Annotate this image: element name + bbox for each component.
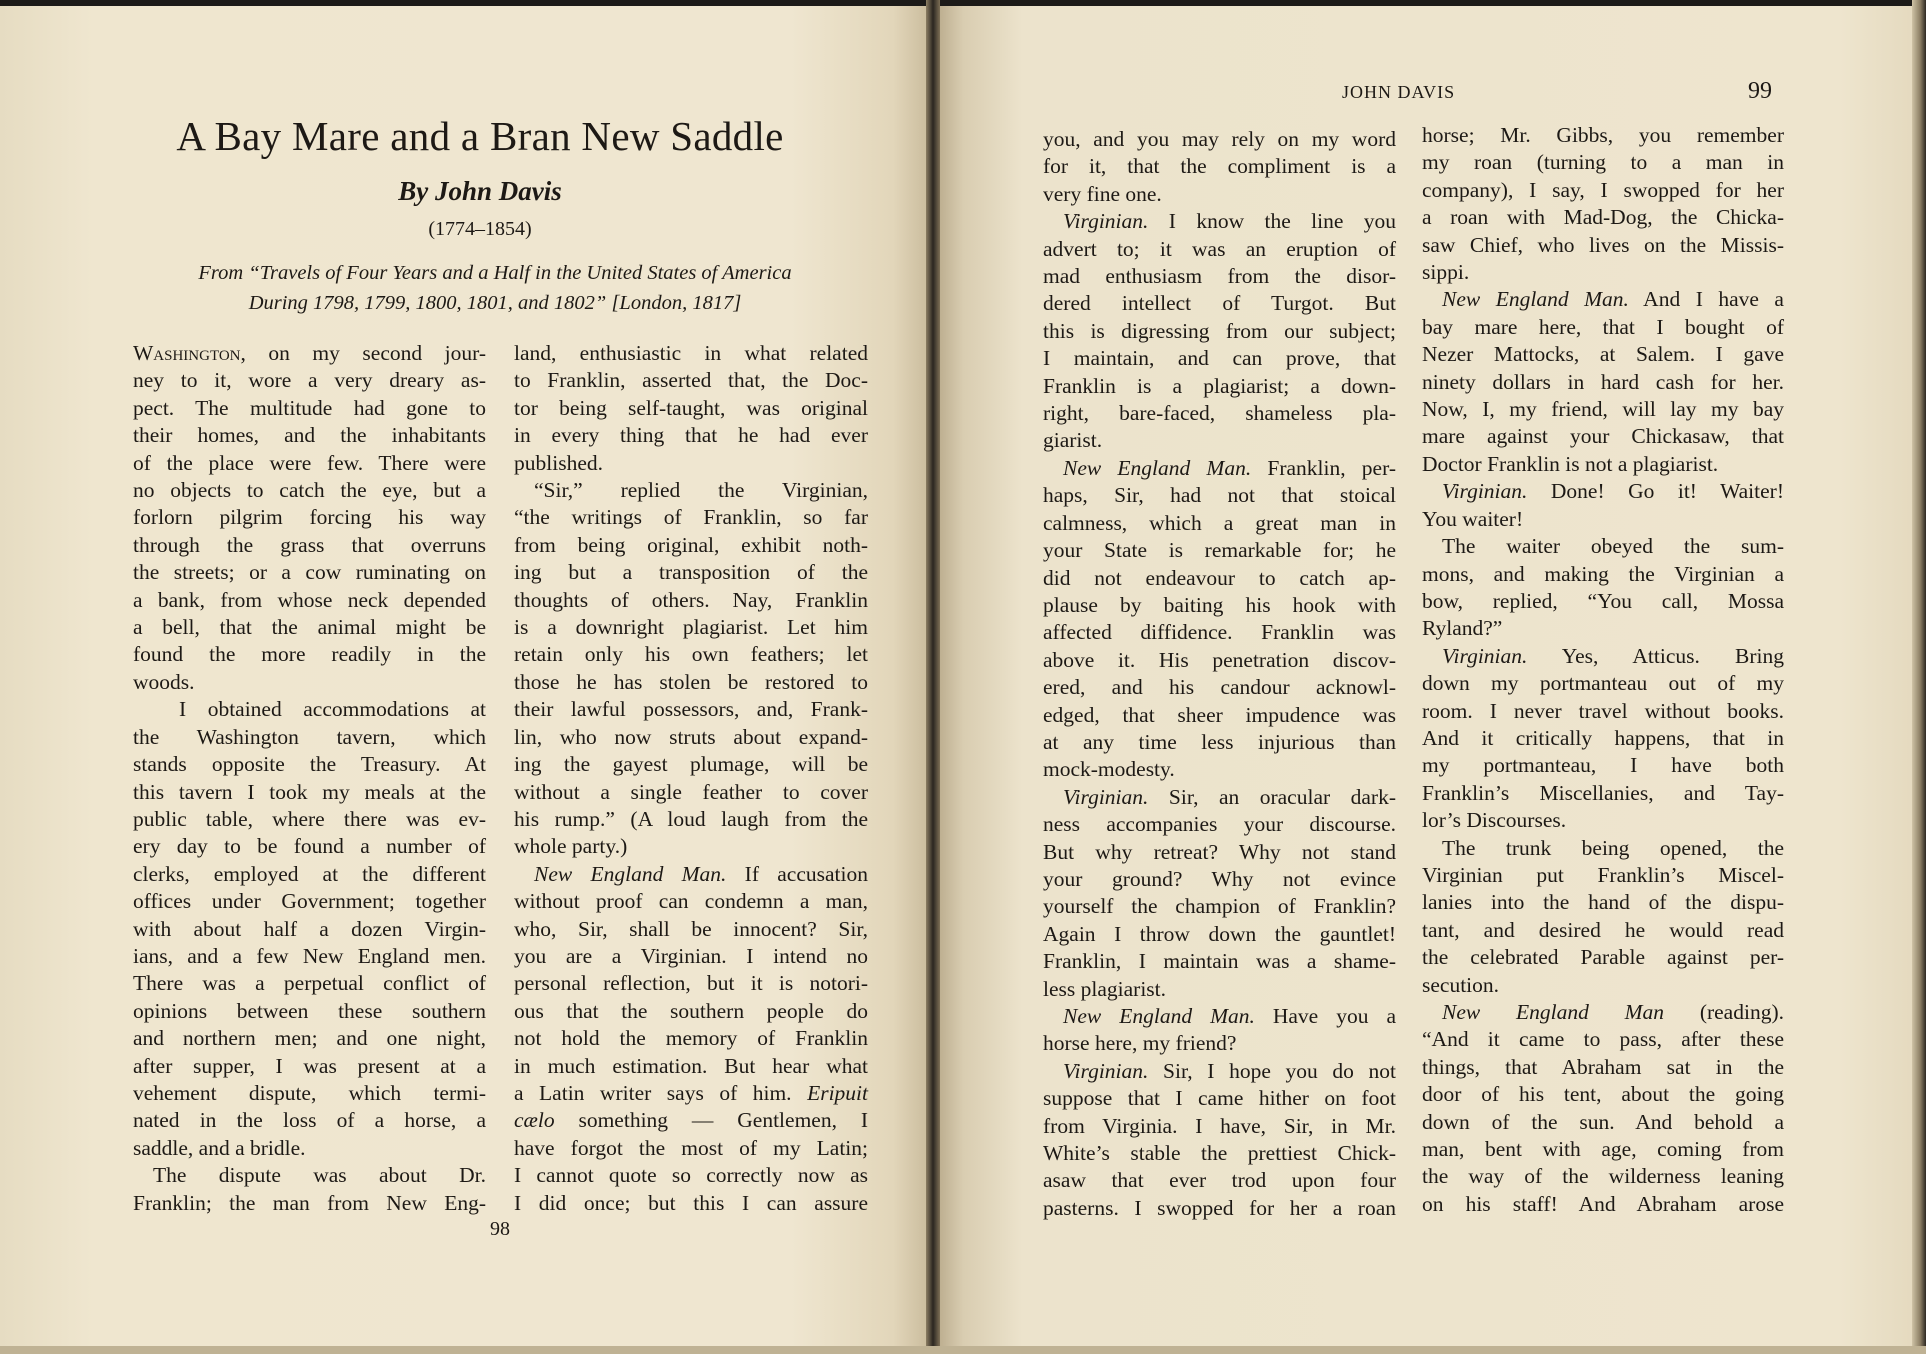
text-line: on his staff! And Abraham arose xyxy=(1422,1191,1784,1216)
text-line: lanies into the hand of the dispu- xyxy=(1422,890,1784,915)
text-line: a roan with Mad-Dog, the Chicka- xyxy=(1422,205,1784,230)
text-line: very fine one. xyxy=(1043,181,1162,206)
text-line: a Latin writer says of him. Eripuit xyxy=(514,1080,868,1105)
text-line: clerks, employed at the different xyxy=(133,861,486,886)
running-head: JOHN DAVIS xyxy=(1342,82,1456,102)
text-line: their homes, and the inhabitants xyxy=(133,423,486,448)
text-line: his rump.” (A loud laugh from the xyxy=(514,806,868,831)
text-line: The waiter obeyed the sum- xyxy=(1442,534,1784,559)
text-line: at any time less injurious than xyxy=(1043,729,1396,754)
text-line: after supper, I was present at a xyxy=(133,1053,486,1078)
text-line: Washington, on my second jour- xyxy=(133,341,486,365)
text-line: land, enthusiastic in what related xyxy=(514,341,868,365)
text-line: You waiter! xyxy=(1422,506,1524,531)
left-page-column-2 xyxy=(514,340,868,1217)
text-line: the Washington tavern, which xyxy=(133,724,486,749)
drop-word: Washington, xyxy=(133,341,246,365)
text-line: this is digressing from our subject; xyxy=(1043,318,1396,343)
text-line: pect. The multitude had gone to xyxy=(133,395,486,420)
text-line: personal reflection, but it is notori- xyxy=(514,971,868,996)
text-line: your State is remarkable for; he xyxy=(1043,538,1396,563)
text-line: Ryland?” xyxy=(1422,616,1503,641)
text-line: I did once; but this I can assure xyxy=(514,1190,868,1215)
text-line: haps, Sir, had not that stoical xyxy=(1043,483,1396,508)
text-line: mons, and making the Virginian a xyxy=(1422,561,1784,586)
text-line: There was a perpetual conflict of xyxy=(133,971,486,996)
text-line: in much estimation. But hear what xyxy=(514,1053,868,1078)
text-line: “the writings of Franklin, so far xyxy=(514,505,868,530)
text-line: The trunk being opened, the xyxy=(1442,835,1784,860)
text-line: ians, and a few New England men. xyxy=(133,943,486,968)
text-line: room. I never travel without books. xyxy=(1422,698,1784,723)
text-line: found the more readily in the xyxy=(133,642,486,667)
text-line: door of his tent, about the going xyxy=(1422,1082,1784,1107)
text-line: New England Man. Franklin, per- xyxy=(1063,455,1396,480)
text-line: less plagiarist. xyxy=(1043,976,1167,1001)
text-line: Virginian. Done! Go it! Waiter! xyxy=(1442,479,1784,504)
text-line: Franklin is a plagiarist; a down- xyxy=(1043,373,1396,398)
text-line: ness accompanies your discourse. xyxy=(1043,812,1396,837)
text-line: published. xyxy=(514,450,603,475)
byline: By John Davis xyxy=(398,176,562,206)
text-line: mad enthusiasm from the disor- xyxy=(1043,264,1396,289)
text-line: “Sir,” replied the Virginian, xyxy=(534,478,868,503)
text-line: giarist. xyxy=(1043,428,1103,453)
text-line: New England Man. Have you a xyxy=(1063,1004,1396,1028)
text-line: to Franklin, asserted that, the Doc- xyxy=(514,368,868,393)
text-line: man, bent with age, coming from xyxy=(1422,1137,1784,1162)
text-line: in every thing that he had ever xyxy=(514,423,868,448)
text-line: sippi. xyxy=(1422,260,1470,285)
text-line: mock-modesty. xyxy=(1043,757,1175,782)
source-line-2: During 1798, 1799, 1800, 1801, and 1802” [London, 1817] xyxy=(248,292,742,314)
text-line: Franklin’s Miscellanies, and Tay- xyxy=(1422,780,1784,805)
text-line: woods. xyxy=(133,669,195,694)
source-citation xyxy=(130,258,860,318)
page-number-left: 98 xyxy=(490,1218,510,1240)
text-line: stands opposite the Treasury. At xyxy=(133,752,486,777)
page-number-right: 99 xyxy=(1748,78,1772,104)
text-line: of the place were few. There were xyxy=(133,450,486,475)
text-line: through the grass that overruns xyxy=(133,532,486,557)
text-line: from being original, exhibit noth- xyxy=(514,532,868,557)
text-line: ninety dollars in hard cash for her. xyxy=(1422,369,1784,394)
text-line: and northern men; and one night, xyxy=(133,1026,486,1051)
speaker-label: New England Man. xyxy=(534,861,727,886)
text-line: nated in the loss of a horse, a xyxy=(133,1108,486,1133)
text-line: New England Man. And I have a xyxy=(1442,287,1784,312)
text-line: Again I throw down the gauntlet! xyxy=(1043,921,1396,946)
text-line: their lawful possessors, and, Frank- xyxy=(514,697,868,722)
text-line: above it. His penetration discov- xyxy=(1043,647,1396,672)
author-dates: (1774–1854) xyxy=(428,218,532,240)
text-line: pasterns. I swopped for her a roan xyxy=(1043,1195,1396,1220)
page-edge-right xyxy=(1912,0,1926,1354)
text-line: Virginian. Sir, I hope you do not xyxy=(1063,1058,1396,1083)
text-line: lin, who now struts about expand- xyxy=(514,724,868,749)
text-line: the streets; or a cow ruminating on xyxy=(133,560,486,585)
text-line: I obtained accommodations at xyxy=(179,697,486,722)
text-line: Now, I, my friend, will lay my bay xyxy=(1422,397,1784,422)
text-line: cælo something — Gentlemen, I xyxy=(514,1108,868,1133)
speaker-label: Virginian. xyxy=(1063,1058,1149,1083)
text-line: with about half a dozen Virgin- xyxy=(133,916,486,941)
text-line: offices under Government; together xyxy=(133,889,486,914)
text-line: things, that Abraham sat in the xyxy=(1422,1054,1784,1079)
text-line: Virginian put Franklin’s Miscel- xyxy=(1422,862,1784,887)
speaker-label: New England Man. xyxy=(1063,1004,1255,1028)
text-line: you are a Virginian. I intend no xyxy=(514,943,868,968)
text-line: “And it came to pass, after these xyxy=(1422,1027,1784,1052)
speaker-label: New England Man. xyxy=(1442,287,1629,312)
text-line: White’s stable the prettiest Chick- xyxy=(1043,1141,1396,1166)
text-line: advert to; it was an eruption of xyxy=(1043,236,1396,261)
text-line: New England Man (reading). xyxy=(1442,1000,1784,1024)
text-line: And it critically happens, that in xyxy=(1422,725,1784,750)
text-line: your ground? Why not evince xyxy=(1043,866,1396,891)
speaker-label: Virginian. xyxy=(1063,784,1149,809)
text-line: you, and you may rely on my word xyxy=(1043,127,1396,151)
text-line: ing the gayest plumage, will be xyxy=(514,752,868,777)
text-line: no objects to catch the eye, but a xyxy=(133,478,486,503)
text-line: I maintain, and can prove, that xyxy=(1043,346,1396,371)
text-line: suppose that I came hither on foot xyxy=(1043,1086,1396,1111)
text-line: right, bare-faced, shameless pla- xyxy=(1043,401,1396,426)
text-line: mare against your Chickasaw, that xyxy=(1422,424,1784,449)
text-line: But why retreat? Why not stand xyxy=(1043,839,1396,864)
right-page-column-1 xyxy=(1043,126,1396,1222)
text-line: not hold the memory of Franklin xyxy=(514,1026,868,1051)
text-line: forlorn pilgrim forcing his way xyxy=(133,505,486,530)
text-line: Virginian. Yes, Atticus. Bring xyxy=(1442,643,1784,668)
text-line: my roan (turning to a man in xyxy=(1422,150,1784,175)
text-line: this tavern I took my meals at the xyxy=(133,779,486,804)
text-line: ney to it, wore a very dreary as- xyxy=(133,368,486,393)
text-line: tant, and desired he would read xyxy=(1422,917,1784,942)
speaker-label: Virginian. xyxy=(1442,643,1528,668)
text-line: horse; Mr. Gibbs, you remember xyxy=(1422,123,1784,147)
page-edge-bottom xyxy=(0,1346,1926,1354)
text-line: my portmanteau, I have both xyxy=(1422,753,1784,778)
text-line: lor’s Discourses. xyxy=(1422,808,1567,833)
text-line: who, Sir, shall be innocent? Sir, xyxy=(514,916,868,941)
text-line: thoughts of others. Nay, Franklin xyxy=(514,587,868,612)
text-line: secution. xyxy=(1422,972,1500,997)
text-line: Virginian. Sir, an oracular dark- xyxy=(1063,784,1396,809)
text-line: saddle, and a bridle. xyxy=(133,1135,306,1160)
text-line: have forgot the most of my Latin; xyxy=(514,1135,868,1160)
text-line: ery day to be found a number of xyxy=(133,834,486,859)
text-line: Franklin; the man from New Eng- xyxy=(133,1190,486,1215)
text-line: down of the sun. And behold a xyxy=(1422,1109,1784,1134)
text-line: edged, that sheer impudence was xyxy=(1043,702,1396,727)
text-line: calmness, which a great man in xyxy=(1043,510,1396,535)
text-line: affected diffidence. Franklin was xyxy=(1043,620,1396,645)
speaker-label: Virginian. xyxy=(1442,479,1528,504)
text-line: down my portmanteau out of my xyxy=(1422,671,1784,696)
text-line: the celebrated Parable against per- xyxy=(1422,945,1784,970)
speaker-label: New England Man. xyxy=(1063,455,1252,480)
text-line: Virginian. I know the line you xyxy=(1063,209,1396,234)
text-line: Franklin, I maintain was a shame- xyxy=(1043,949,1396,974)
text-line: The dispute was about Dr. xyxy=(153,1163,486,1188)
source-line-1: From “Travels of Four Years and a Half in the United States of America xyxy=(198,262,792,284)
book-gutter xyxy=(926,0,940,1354)
text-line: vehement dispute, which termi- xyxy=(133,1080,486,1105)
text-line: is a downright plagiarist. Let him xyxy=(514,615,868,640)
speaker-label: Virginian. xyxy=(1063,209,1149,234)
text-line: I cannot quote so correctly now as xyxy=(514,1163,868,1188)
text-line: saw Chief, who lives on the Missis- xyxy=(1422,232,1784,257)
speaker-label: New England Man xyxy=(1442,1000,1665,1024)
text-line: retain only his own feathers; let xyxy=(514,642,868,667)
text-line: a bank, from whose neck depended xyxy=(133,587,486,612)
text-line: ous that the southern people do xyxy=(514,998,868,1023)
left-page-column-1 xyxy=(133,340,486,1217)
text-line: whole party.) xyxy=(514,834,628,859)
text-line: New England Man. If accusation xyxy=(534,861,868,886)
text-line: from Virginia. I have, Sir, in Mr. xyxy=(1043,1113,1396,1138)
text-line: bay mare here, that I bought of xyxy=(1422,314,1784,339)
text-line: company), I say, I swopped for her xyxy=(1422,177,1784,202)
text-line: plause by baiting his hook with xyxy=(1043,592,1396,617)
text-line: public table, where there was ev- xyxy=(133,806,486,831)
chapter-title: A Bay Mare and a Bran New Saddle xyxy=(176,113,784,159)
text-line: ing but a transposition of the xyxy=(514,560,868,585)
text-line: without proof can condemn a man, xyxy=(514,889,868,914)
text-line: Doctor Franklin is not a plagiarist. xyxy=(1422,451,1719,476)
text-line: ered, and his candour acknowl- xyxy=(1043,675,1396,700)
text-line: those he has stolen be restored to xyxy=(514,669,868,694)
text-line: bow, replied, “You call, Mossa xyxy=(1422,588,1784,613)
text-line: the way of the wilderness leaning xyxy=(1422,1164,1784,1189)
text-line: tor being self-taught, was original xyxy=(514,395,868,420)
text-line: a bell, that the animal might be xyxy=(133,615,486,640)
text-line: without a single feather to cover xyxy=(514,779,868,804)
text-line: for it, that the compliment is a xyxy=(1043,154,1396,179)
text-line: Nezer Mattocks, at Salem. I gave xyxy=(1422,342,1784,367)
right-page-column-2 xyxy=(1422,122,1784,1218)
text-line: dered intellect of Turgot. But xyxy=(1043,291,1396,316)
text-line: did not endeavour to catch ap- xyxy=(1043,565,1396,590)
text-line: horse here, my friend? xyxy=(1043,1031,1237,1056)
text-line: asaw that ever trod upon four xyxy=(1043,1168,1396,1193)
text-line: yourself the champion of Franklin? xyxy=(1043,894,1396,919)
text-line: opinions between these southern xyxy=(133,998,486,1023)
